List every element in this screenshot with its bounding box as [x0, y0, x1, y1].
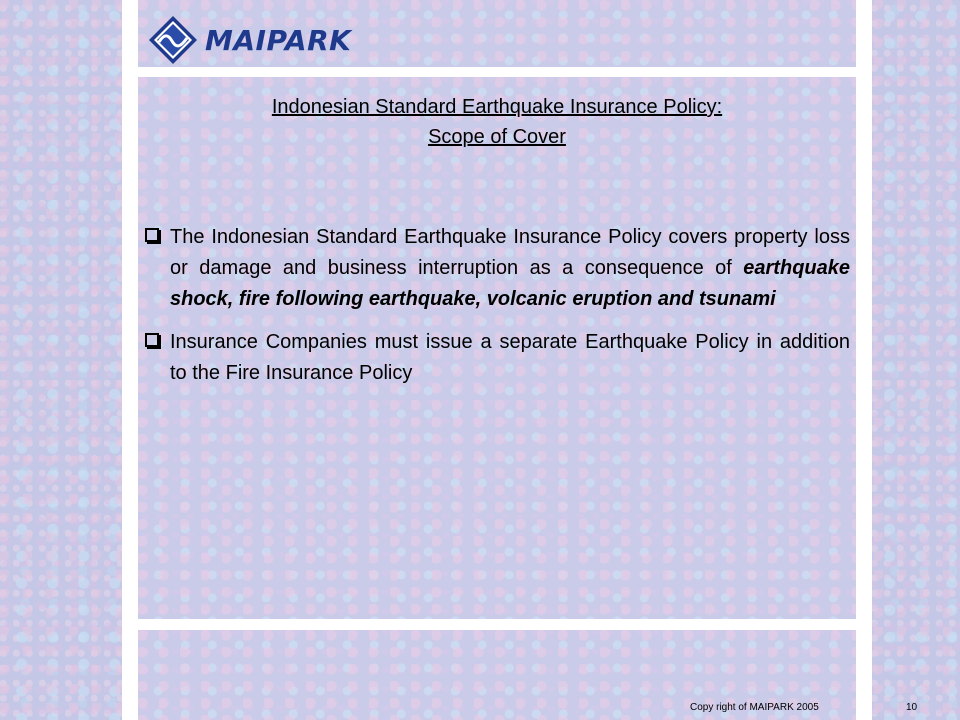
checkbox-bullet-icon [145, 228, 159, 242]
logo-text: MAIPARK [205, 23, 352, 57]
bullet-text-1 [170, 222, 850, 315]
slide-title [138, 92, 856, 152]
copyright-text: Copy right of MAIPARK 2005 [690, 702, 819, 713]
title-line-1: Indonesian Standard Earthquake Insurance Policy: [271, 96, 723, 118]
maipark-logo [147, 15, 351, 65]
bullet-1-text: The Indonesian Standard Earthquake Insurance Policy covers property loss or damage and business interruption as a consequence of [170, 226, 850, 279]
title-line-2: Scope of Cover [428, 126, 566, 148]
bullet-list [145, 222, 850, 401]
bullet-item-2 [145, 327, 850, 389]
page-number: 10 [906, 702, 918, 713]
maipark-diamond-logo-icon [147, 14, 199, 66]
bullet-text-2: Insurance Companies must issue a separate Earthquake Policy in addition to the Fire Insurance Policy [170, 331, 850, 384]
bullet-item-1 [145, 222, 850, 315]
bullet-1-emphasis: earthquake shock, fire following earthquake, volcanic eruption and tsunami [170, 257, 850, 310]
checkbox-bullet-icon [145, 333, 159, 347]
